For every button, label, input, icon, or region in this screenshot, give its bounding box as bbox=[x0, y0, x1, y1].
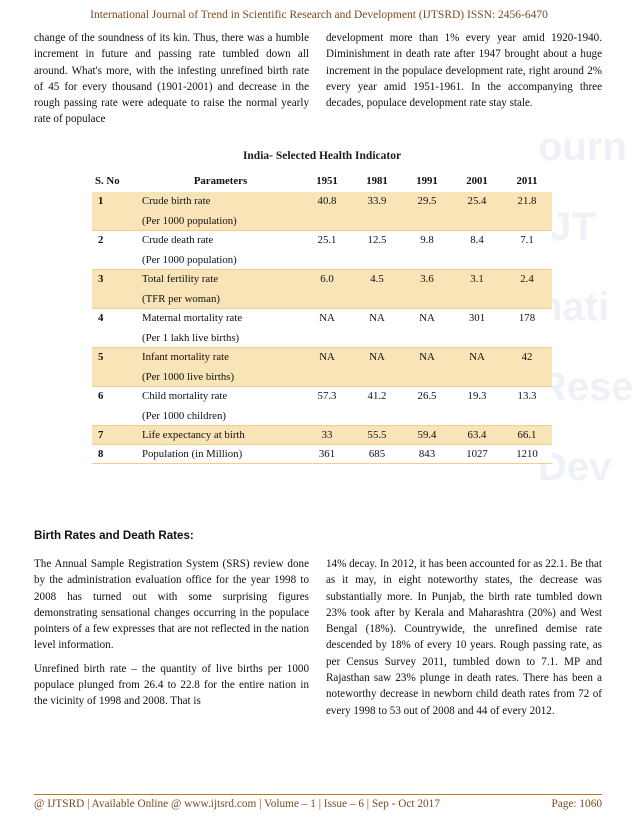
cell-value: 178 bbox=[502, 309, 552, 348]
row-number: 8 bbox=[92, 445, 139, 464]
parameter-name: Child mortality rate bbox=[142, 390, 228, 402]
cell-value: 41.2 bbox=[352, 387, 402, 426]
cell-value: NA bbox=[302, 309, 352, 348]
table-header-row bbox=[92, 170, 552, 192]
row-parameter bbox=[139, 192, 302, 231]
header-2001: 2001 bbox=[466, 175, 488, 187]
table-row bbox=[92, 192, 552, 231]
body-text-top-left bbox=[34, 30, 309, 128]
row-number: 6 bbox=[92, 387, 139, 426]
row-number: 2 bbox=[92, 231, 139, 270]
paragraph: development more than 1% every year amid 1920-1940. Diminishment in death rate after 1947 brought about a huge increment in the populace development rate, right around 2% every year amid 1951-1961. In the accompanying three decades, populace development rate stay stale. bbox=[326, 32, 602, 110]
header-2011: 2011 bbox=[516, 175, 538, 187]
cell-value: NA bbox=[352, 348, 402, 387]
cell-value: 8.4 bbox=[452, 231, 502, 270]
cell-value: 33 bbox=[302, 426, 352, 445]
cell-value: 6.0 bbox=[302, 270, 352, 309]
row-parameter bbox=[139, 445, 302, 464]
header-1951: 1951 bbox=[316, 175, 338, 187]
cell-value: 29.5 bbox=[402, 192, 452, 231]
cell-value: 19.3 bbox=[452, 387, 502, 426]
health-indicator-table-figure bbox=[92, 150, 552, 464]
row-number: 4 bbox=[92, 309, 139, 348]
body-text-top-right bbox=[326, 30, 602, 111]
cell-value: 843 bbox=[402, 445, 452, 464]
svg-text:ourn: ourn bbox=[538, 125, 627, 169]
cell-value: 25.1 bbox=[302, 231, 352, 270]
parameter-name: Life expectancy at birth bbox=[142, 429, 245, 441]
body-text-bottom-right bbox=[326, 556, 602, 719]
cell-value: 25.4 bbox=[452, 192, 502, 231]
svg-text:nati: nati bbox=[538, 285, 610, 329]
cell-value: 59.4 bbox=[402, 426, 452, 445]
row-number: 1 bbox=[92, 192, 139, 231]
cell-value: 55.5 bbox=[352, 426, 402, 445]
section-heading: Birth Rates and Death Rates: bbox=[34, 529, 194, 542]
parameter-unit: (TFR per woman) bbox=[142, 293, 220, 305]
header-1991: 1991 bbox=[416, 175, 438, 187]
page-footer bbox=[34, 798, 602, 810]
row-number: 5 bbox=[92, 348, 139, 387]
parameter-name: Total fertility rate bbox=[142, 273, 218, 285]
table-row bbox=[92, 445, 552, 464]
row-parameter bbox=[139, 348, 302, 387]
cell-value: 21.8 bbox=[502, 192, 552, 231]
cell-value: 40.8 bbox=[302, 192, 352, 231]
paragraph: Unrefined birth rate – the quantity of live births per 1000 populace plunged from 26.4 to 22.8 for the entire nation in the vicinity of 1998 and 2008. That is bbox=[34, 662, 309, 708]
cell-value: 9.8 bbox=[402, 231, 452, 270]
svg-text:Rese: Rese bbox=[538, 365, 634, 409]
parameter-unit: (Per 1000 children) bbox=[142, 410, 226, 422]
svg-text:Dev: Dev bbox=[538, 445, 612, 489]
parameter-unit: (Per 1000 population) bbox=[142, 215, 237, 227]
footer-divider bbox=[34, 794, 602, 795]
parameter-unit: (Per 1000 live births) bbox=[142, 371, 235, 383]
body-text-bottom-left bbox=[34, 556, 309, 717]
health-indicator-table bbox=[92, 170, 552, 464]
cell-value: 4.5 bbox=[352, 270, 402, 309]
cell-value: NA bbox=[402, 348, 452, 387]
table-row bbox=[92, 387, 552, 426]
cell-value: 361 bbox=[302, 445, 352, 464]
cell-value: 3.6 bbox=[402, 270, 452, 309]
header-parameters: Parameters bbox=[193, 175, 248, 187]
table-row bbox=[92, 231, 552, 270]
cell-value: 26.5 bbox=[402, 387, 452, 426]
cell-value: 12.5 bbox=[352, 231, 402, 270]
cell-value: 13.3 bbox=[502, 387, 552, 426]
table-title: India- Selected Health Indicator bbox=[242, 150, 402, 162]
cell-value: 66.1 bbox=[502, 426, 552, 445]
table-row bbox=[92, 348, 552, 387]
cell-value: 63.4 bbox=[452, 426, 502, 445]
cell-value: 42 bbox=[502, 348, 552, 387]
cell-value: 685 bbox=[352, 445, 402, 464]
row-number: 7 bbox=[92, 426, 139, 445]
cell-value: 1210 bbox=[502, 445, 552, 464]
parameter-name: Population (in Million) bbox=[142, 448, 243, 460]
parameter-name: Infant mortality rate bbox=[142, 351, 229, 363]
parameter-unit: (Per 1 lakh live births) bbox=[142, 332, 240, 344]
parameter-name: Maternal mortality rate bbox=[142, 312, 243, 324]
cell-value: NA bbox=[452, 348, 502, 387]
cell-value: 33.9 bbox=[352, 192, 402, 231]
header-sno: S. No bbox=[95, 175, 120, 187]
footer-citation: @ IJTSRD | Available Online @ www.ijtsrd.com | Volume – 1 | Issue – 6 | Sep - Oct 2017 bbox=[34, 798, 440, 810]
row-number: 3 bbox=[92, 270, 139, 309]
row-parameter bbox=[139, 231, 302, 270]
parameter-name: Crude death rate bbox=[142, 234, 214, 246]
row-parameter bbox=[139, 387, 302, 426]
cell-value: NA bbox=[352, 309, 402, 348]
paragraph: change of the soundness of its kin. Thus, there was a humble increment in future and passing rate tumbled down all around. What's more, with the infesting unrefined birth rate of 45 for every thousand (1901-2001) and decrease in the rough passing rate were adequate to raise the normal yearly rate of populace bbox=[34, 32, 309, 126]
cell-value: 1027 bbox=[452, 445, 502, 464]
row-parameter bbox=[139, 309, 302, 348]
row-parameter bbox=[139, 270, 302, 309]
row-parameter bbox=[139, 426, 302, 445]
header-1981: 1981 bbox=[366, 175, 388, 187]
cell-value: NA bbox=[302, 348, 352, 387]
parameter-name: Crude birth rate bbox=[142, 195, 211, 207]
cell-value: 301 bbox=[452, 309, 502, 348]
running-header: International Journal of Trend in Scientific Research and Development (IJTSRD) ISSN: 2456-6470 bbox=[90, 9, 548, 21]
svg-text:IJT: IJT bbox=[538, 205, 596, 249]
page-number: Page: 1060 bbox=[551, 798, 602, 810]
paragraph: The Annual Sample Registration System (SRS) review done by the administration evaluation office for the year 1998 to 2008 has turned out with some surprising figures demonstrating sensational changes occurring in the populace pointers of a few expresses that are not reflected in the nation level information. bbox=[34, 558, 309, 652]
table-row bbox=[92, 426, 552, 445]
cell-value: 57.3 bbox=[302, 387, 352, 426]
cell-value: 2.4 bbox=[502, 270, 552, 309]
table-row bbox=[92, 270, 552, 309]
cell-value: 7.1 bbox=[502, 231, 552, 270]
parameter-unit: (Per 1000 population) bbox=[142, 254, 237, 266]
cell-value: NA bbox=[402, 309, 452, 348]
cell-value: 3.1 bbox=[452, 270, 502, 309]
table-row bbox=[92, 309, 552, 348]
paragraph: 14% decay. In 2012, it has been accounted for as 22.1. Be that as it may, in eight noteworthy states, the decrease was substantially more. In Punjab, the birth rate tumbled down 23% took after by Kerala and Maharashtra (20%) and West Bengal (18%). Countrywide, the unrefined demise rate descended by 18% of every 10 years. Rough passing rate, as per Census Survey 2011, tumbled down to 7.1. MP and Rajasthan saw 23% plunge in death rates. There has been a noteworthy decrease in newborn child death rates from 72 of every 1998 to 53 out of 2008 and 44 of every 2012. bbox=[326, 558, 602, 717]
